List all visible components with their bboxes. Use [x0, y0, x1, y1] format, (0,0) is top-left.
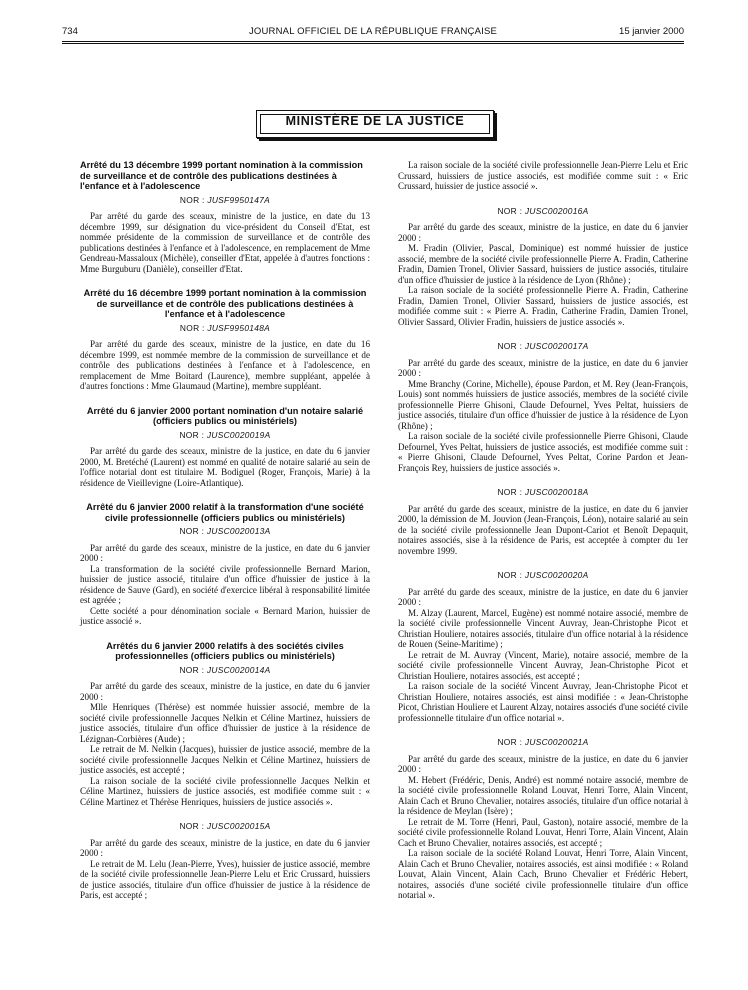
- decree-paragraph: Par arrêté du garde des sceaux, ministre de la justice, en date du 6 janvier 2000 :: [398, 586, 688, 607]
- decree-paragraph: La raison sociale de la société civile professionnelle Jean-Pierre Lelu et Eric Crussard, huissiers de justice associés, est modifiée comme suit : « Eric Crussard, huissier de justice associé ».: [398, 160, 688, 191]
- decree-paragraph: Par arrêté du garde des sceaux, ministre de la justice, en date du 6 janvier 2000 :: [398, 222, 688, 243]
- nor-code: JUSC0020020A: [524, 570, 589, 580]
- nor-reference: [398, 570, 688, 581]
- decree-paragraph: Par arrêté du garde des sceaux, ministre de la justice, en date du 6 janvier 2000 :: [80, 542, 370, 563]
- decree-paragraph: Mlle Henriques (Thérèse) est nommée huissier associé, membre de la société civile professionnelle Jacques Nelkin et Céline Martinez, huissiers de justice associés, titulaire d'un office d'huissier de justice à la résidence de Lézignan-Corbières (Aude) ;: [80, 702, 370, 744]
- decree-article: [398, 570, 688, 723]
- decree-paragraph: Par arrêté du garde des sceaux, ministre de la justice, en date du 6 janvier 2000 :: [80, 681, 370, 702]
- nor-reference: [80, 665, 370, 676]
- decree-article: [80, 821, 370, 901]
- nor-code: JUSC0020019A: [206, 429, 271, 440]
- nor-code: JUSC0020018A: [524, 487, 589, 497]
- nor-label: NOR :: [179, 194, 205, 205]
- page-header: [62, 26, 684, 40]
- nor-reference: [80, 323, 370, 334]
- decree-title: Arrêtés du 6 janvier 2000 relatifs à des sociétés civiles professionnelles (officiers publics ou ministériels): [106, 640, 344, 661]
- decree-paragraph: Le retrait de M. Torre (Henri, Paul, Gaston), notaire associé, membre de la société civile professionnelle Roland Louvat, Henri Torre, Alain Vincent, Alain Cach et Bruno Chevalier, notaires associés, est accepté ;: [398, 816, 688, 848]
- decree-paragraph: Cette société a pour dénomination sociale « Bernard Marion, huissier de justice associé ».: [80, 605, 370, 626]
- decree-article: [80, 406, 370, 489]
- nor-reference: [398, 206, 688, 217]
- nor-code: JUSC0020014A: [206, 664, 271, 675]
- nor-reference: [80, 821, 370, 832]
- decree-paragraph: Par arrêté du garde des sceaux, ministre de la justice, en date du 6 janvier 2000, M. Bretéché (Laurent) est nommé en qualité de notaire salarié au sein de l'office notarial dont est titulaire M. Bodiguel (Roger, François, Marie) à la résidence de Vieillevigne (Loire-Atlantique).: [80, 446, 370, 488]
- decree-paragraph: Par arrêté du garde des sceaux, ministre de la justice, en date du 6 janvier 2000 :: [80, 837, 370, 858]
- right-column: [398, 160, 688, 915]
- decree-title: Arrêté du 16 décembre 1999 portant nomination à la commission de surveillance et de contrôle des publications destinées à l'enfance et à l'adolescence: [83, 288, 367, 319]
- decree-paragraph: La raison sociale de la société civile professionnelle Pierre Ghisoni, Claude Defournel, Yves Peltat, huissiers de justice associés, est modifiée comme suit : « Pierre Ghisoni, Claude Defournel, Yves Peltat, Corine Pardon et Jean-François Rey, huissiers de justice associés ».: [398, 431, 688, 473]
- nor-reference: [80, 430, 370, 441]
- ministry-box: [256, 110, 494, 138]
- decree-article: [80, 160, 370, 274]
- nor-label: NOR :: [497, 487, 523, 497]
- nor-code: JUSC0020017A: [524, 341, 589, 351]
- decree-article: [80, 502, 370, 627]
- decree-paragraph: Par arrêté du garde des sceaux, ministre de la justice, en date du 6 janvier 2000, la démission de M. Jouvion (Jean-François, Léon), notaire salarié au sein de la société civile professionnelle Jean Dupont-Cariot et Benoît Depaquit, notaires associés, sise à la résidence de Paris, est acceptée à compter du 1er novembre 1999.: [398, 503, 688, 556]
- header-rule-double: [62, 43, 684, 44]
- nor-reference: [398, 487, 688, 498]
- decree-paragraph: Le retrait de M. Auvray (Vincent, Marie), notaire associé, membre de la société civile professionnelle Vincent Auvray, Jean-Christophe Picot et Christian Houliere, notaires associés, est accepté ;: [398, 649, 688, 681]
- nor-reference: [398, 341, 688, 352]
- decree-paragraph: Par arrêté du garde des sceaux, ministre de la justice, en date du 6 janvier 2000 :: [398, 753, 688, 774]
- decree-paragraph: La raison sociale de la société professionnelle Pierre A. Fradin, Catherine Fradin, Damien Tronel, Olivier Sassard, huissiers de justice associés, est modifiée comme suit : « Pierre A. Fradin, Catherine Fradin, Damien Tronel, Olivier Sassard, Olivier Fradin, huissiers de justice associés ».: [398, 285, 688, 327]
- decree-paragraph: Par arrêté du garde des sceaux, ministre de la justice, en date du 13 décembre 1999, sur désignation du vice-président du Conseil d'Etat, est nommée présidente de la commission de surveillance et de contrôle des publications destinées à l'enfance et à l'adolescence, en remplacement de Mme Gendreau-Massaloux (Michèle), conseiller d'Etat, appelée à d'autres fonctions : Mme Burguburu (Danièle), conseiller d'Etat.: [80, 211, 370, 274]
- decree-paragraph: La raison sociale de la société Roland Louvat, Henri Torre, Alain Vincent, Alain Cach et Bruno Chevalier, notaires associés, est ainsi modifiée : « Roland Louvat, Alain Vincent, Alain Cach, Bruno Chevalier et Frédéric Hebert, notaires, associés d'une société civile professionnelle titulaire d'un office notarial ».: [398, 848, 688, 900]
- decree-paragraph: Le retrait de M. Lelu (Jean-Pierre, Yves), huissier de justice associé, membre de la société civile professionnelle Jean-Pierre Lelu et Eric Crussard, huissiers de justice associés, titulaire d'un office d'huissier de justice à la résidence de Paris, est accepté ;: [80, 858, 370, 900]
- decree-paragraph: M. Fradin (Olivier, Pascal, Dominique) est nommé huissier de justice associé, membre de la société civile professionnelle Pierre A. Fradin, Catherine Fradin, Damien Tronel, Olivier Sassard, huissiers de justice associés, titulaire d'un office d'huissier de justice à la résidence de Lyon (Rhône) ;: [398, 243, 688, 285]
- decree-paragraph: M. Alzay (Laurent, Marcel, Eugène) est nommé notaire associé, membre de la société civile professionnelle Vincent Auvray, Jean-Christophe Picot et Christian Houliere, notaires associés, titulaire d'un office notarial à la résidence de Rouen (Seine-Maritime) ;: [398, 607, 688, 649]
- decree-article: [80, 641, 370, 808]
- decree-title: Arrêté du 13 décembre 1999 portant nomination à la commission de surveillance et de contrôle des publications destinées à l'enfance et à l'adolescence: [80, 160, 363, 191]
- decree-article: [398, 737, 688, 901]
- nor-code: JUSF9950147A: [207, 194, 271, 205]
- decree-paragraph: La raison sociale de la société Vincent Auvray, Jean-Christophe Picot et Christian Houliere, notaires associés, est ainsi modifiée : « Jean-Christophe Picot, Christian Houliere et Laurent Alzay, notaires associés d'une société civile professionnelle titulaire d'un office notarial ».: [398, 681, 688, 723]
- decree-paragraph: Le retrait de M. Nelkin (Jacques), huissier de justice associé, membre de la société civile professionnelle Jacques Nelkin et Céline Martinez, huissiers de justice associés, est accepté ;: [80, 744, 370, 775]
- nor-code: JUSC0020015A: [206, 821, 271, 831]
- issue-date: 15 janvier 2000: [619, 26, 684, 37]
- nor-code: JUSC0020013A: [206, 526, 271, 536]
- decree-paragraph: La raison sociale de la société civile professionnelle Jacques Nelkin et Céline Martinez, huissiers de justice associés, est modifiée comme suit : « Céline Martinez et Thérèse Henriques, huissiers de justice associés ».: [80, 775, 370, 807]
- nor-label: NOR :: [179, 322, 205, 333]
- page-number: 734: [62, 26, 78, 37]
- decree-article: [80, 288, 370, 392]
- decree-paragraph: M. Hebert (Frédéric, Denis, André) est nommé notaire associé, membre de la société civile professionnelle Roland Louvat, Henri Torre, Alain Vincent, Alain Cach et Bruno Chevalier, notaires associés, titulaire d'un office notarial à la résidence de Meylan (Isère) ;: [398, 774, 688, 816]
- nor-label: NOR :: [497, 570, 523, 580]
- decree-paragraph: Par arrêté du garde des sceaux, ministre de la justice, en date du 16 décembre 1999, est nommée membre de la commission de surveillance et de contrôle des publications destinées à l'enfance et à l'adolescence, en remplacement de Mme Boitard (Laurence), membre suppléant, appelée à d'autres fonctions : Mme Glaumaud (Martine), membre suppléant.: [80, 339, 370, 391]
- nor-code: JUSC0020016A: [524, 205, 589, 216]
- decree-paragraph: La transformation de la société civile professionnelle Bernard Marion, huissier de justice associé, titulaire d'un office d'huissier de justice à la résidence de Sauve (Gard), en société d'exercice libéral à responsabilité limitée est agréée ;: [80, 563, 370, 605]
- decree-article: [398, 206, 688, 328]
- decree-title: Arrêté du 6 janvier 2000 relatif à la transformation d'une société civile professionnelle (officiers publics ou ministériels): [86, 502, 364, 523]
- nor-label: NOR :: [497, 737, 523, 747]
- nor-code: JUSF9950148A: [207, 322, 271, 333]
- journal-title: JOURNAL OFFICIEL DE LA RÉPUBLIQUE FRANÇAISE: [248, 26, 498, 37]
- nor-reference: [398, 737, 688, 748]
- decree-title: Arrêté du 6 janvier 2000 portant nomination d'un notaire salarié (officiers publics ou ministériels): [86, 405, 364, 426]
- left-column: [80, 160, 370, 915]
- decree-article: [398, 487, 688, 556]
- nor-label: NOR :: [179, 821, 205, 831]
- nor-label: NOR :: [179, 526, 205, 536]
- nor-code: JUSC0020021A: [524, 737, 589, 747]
- nor-label: NOR :: [497, 341, 523, 351]
- nor-label: NOR :: [497, 205, 523, 216]
- ministry-heading: MINISTÈRE DE LA JUSTICE: [285, 114, 465, 128]
- decree-paragraph: Mme Branchy (Corine, Michelle), épouse Pardon, et M. Rey (Jean-François, Louis) sont nommés huissiers de justice associés, membres de la société civile professionnelle Pierre Ghisoni, Claude Defournel, Yves Peltat, huissiers de justice associés, titulaire d'un office d'huissier de justice à la résidence de Lyon (Rhône) ;: [398, 378, 688, 431]
- decree-article: [398, 160, 688, 192]
- nor-label: NOR :: [179, 664, 205, 675]
- nor-reference: [80, 195, 370, 206]
- nor-reference: [80, 526, 370, 537]
- decree-article: [398, 341, 688, 473]
- nor-label: NOR :: [179, 429, 205, 440]
- decree-paragraph: Par arrêté du garde des sceaux, ministre de la justice, en date du 6 janvier 2000 :: [398, 357, 688, 378]
- header-rule: [62, 41, 684, 42]
